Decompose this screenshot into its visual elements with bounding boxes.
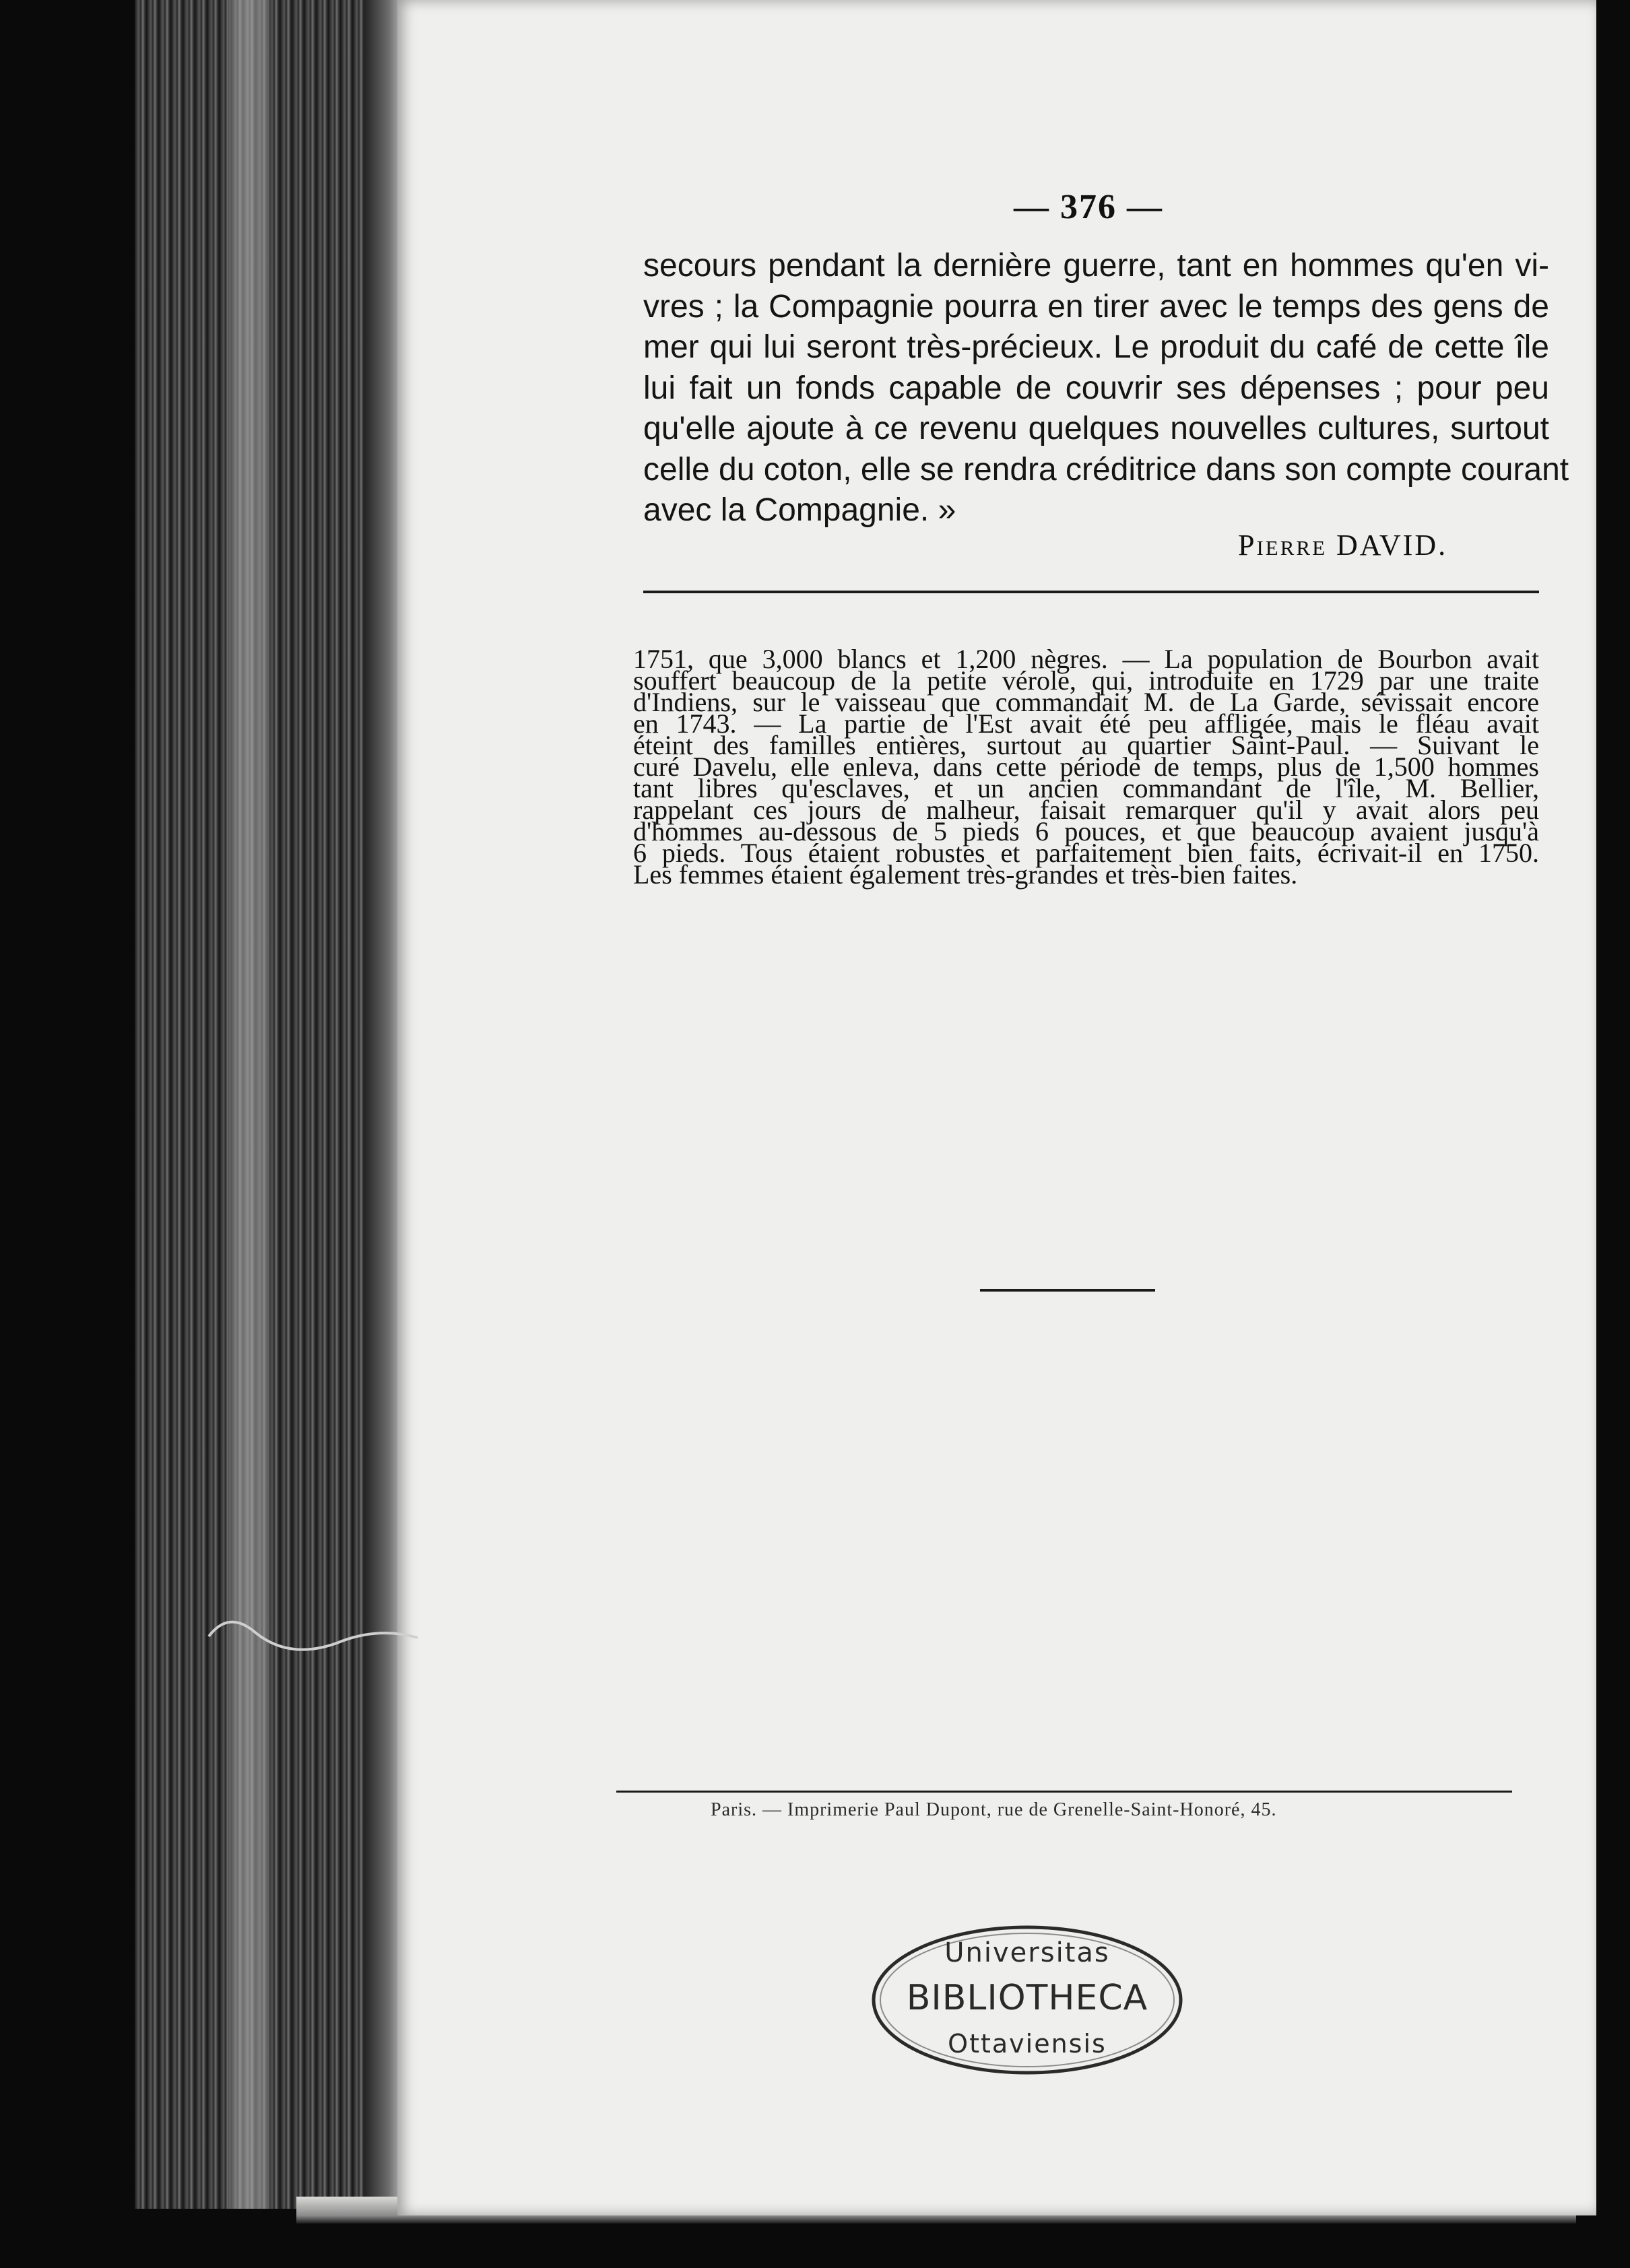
library-stamp xyxy=(869,1923,1185,2077)
footnote-line: curé Davelu, elle enleva, dans cette période de temps, plus de 1,500 hommes xyxy=(633,752,1539,782)
signature: Pierre DAVID. xyxy=(1238,529,1448,562)
text-line: celle du coton, elle se rendra créditrice dans son compte courant xyxy=(643,451,1569,488)
scan-artifact-curl xyxy=(202,1596,431,1677)
page-number: — 376 — xyxy=(1014,188,1163,226)
text-line: lui fait un fonds capable de couvrir ses dépenses ; pour peu xyxy=(643,370,1549,406)
footnote-line: d'hommes au-dessous de 5 pieds 6 pouces, et que beaucoup avaient jusqu'à xyxy=(633,816,1539,846)
text-line: mer qui lui seront très-précieux. Le produit du café de cette île xyxy=(643,329,1549,365)
text-line: vres ; la Compagnie pourra en tirer avec le temps des gens de xyxy=(643,288,1549,325)
text-line: secours pendant la dernière guerre, tant en hommes qu'en vi- xyxy=(643,248,1549,284)
text-line: avec la Compagnie. » xyxy=(643,492,956,528)
imprint-rule xyxy=(616,1791,1512,1793)
footnote-line: souffert beaucoup de la petite vérole, qui, introduite en 1729 par une traite xyxy=(633,665,1539,696)
text-line: qu'elle ajoute à ce revenu quelques nouvelles cultures, surtout xyxy=(643,411,1549,446)
stamp-text-top: Universitas xyxy=(944,1937,1110,1968)
printer-imprint: Paris. — Imprimerie Paul Dupont, rue de Grenelle-Saint-Honoré, 45. xyxy=(711,1799,1277,1820)
footnote-line: 6 pieds. Tous étaient robustes et parfaitement bien faits, écrivait-il en 1750. xyxy=(633,838,1539,868)
footnote-line: éteint des familles entières, surtout au quartier Saint-Paul. — Suivant le xyxy=(633,730,1539,760)
footnote-line: 1751, que 3,000 blancs et 1,200 nègres. — La population de Bourbon avait xyxy=(633,644,1539,674)
footnote-line: tant libres qu'esclaves, et un ancien commandant de l'île, M. Bellier, xyxy=(633,773,1539,803)
end-rule xyxy=(980,1289,1155,1292)
main-text-block xyxy=(643,246,1569,531)
footnote-line: rappelant ces jours de malheur, faisait remarquer qu'il y avait alors peu xyxy=(633,795,1539,825)
footnote-line: en 1743. — La partie de l'Est avait été peu affligée, mais le fléau avait xyxy=(633,708,1539,739)
book-page-edges xyxy=(135,0,397,2209)
stamp-text-bottom: Ottaviensis xyxy=(948,2029,1107,2059)
footnote-separator-rule xyxy=(643,591,1539,593)
stamp-text-middle: BIBLIOTHECA xyxy=(906,1978,1148,2018)
footnote-line: d'Indiens, sur le vaisseau que commandait M. de La Garde, sévissait encore xyxy=(633,687,1539,717)
footnote-line: Les femmes étaient également très-grandes et très-bien faites. xyxy=(633,859,1298,890)
footnote-block xyxy=(633,644,1539,890)
